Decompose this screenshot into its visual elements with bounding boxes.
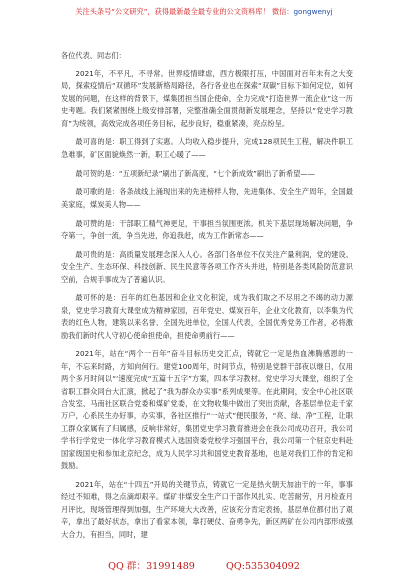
paragraph: 最可赞的是：干部职工精气神更足，干事担当氛围更浓。机关下基层现场解决问题，争夺第一，争创一流，争当先进，你追我赶，成为工作新常态—— xyxy=(61,218,353,241)
document-body xyxy=(61,50,353,550)
qq-group-number: QQ 群：31991489 xyxy=(108,561,195,572)
qq-contact-number: QQ:535304092 xyxy=(225,561,300,572)
banner-wechat-id[interactable]: gongwenyj xyxy=(293,7,333,16)
paragraph: 最可贵的是：高质量发展理念深入人心。各部门各单位不仅关注产量利润，党的建设、安全生产、生态环保、科技创新、民生民意等各项工作齐头并进，特别是各类风险防范意识空前，合规手事成为了普遍认识。 xyxy=(61,249,353,284)
paragraph: 最可怀的是：百年的红色基因和企业文化积淀，成为我们取之不尽用之不竭的动力源泉，党史学习教育大课堂成为精神家园，百年党史、煤炭百年，企业文化教育，以李集为代表的红色人物，建筑以来名誉、全国先进单位，全国人代表，全国优秀党务工作者，必将激励我们新时代人守初心使命担使命，担使命勇前行—— xyxy=(61,293,353,340)
banner-text: 关注头条号“公文研究”，获得最新最全最专业的公文资料库！ 微信： xyxy=(75,7,294,16)
paragraph: 2021年，不平凡，不寻常。世界疫情肆虐，西方极限打压，中国面对百年未有之大变局，探索疫情后“双循环”发展新格局路径，各行各业也在探索“双碳”目标下如何定位，如何发展的问题，在这样的背景下，煤集团担当国企使命，全力完成“打造世界一流企业”这一历史考题。我们紧紧围绕上级安排部署，完整准确全面贯彻新发展理念，坚持以“党史学习教育”为统领，高效完成各项任务目标，起步良好，稳重紧凑，亮点纷呈。 xyxy=(61,69,353,128)
paragraph: 最可歌的是：各条战线上涌现出来的先进榜样人物，先进集体、安全生产周年，全国最美家庭，煤炭美人物—— xyxy=(61,187,353,209)
paragraph: 2021年，站在“两个一百年”奋斗目标历史交汇点，铸就它一定是热血沸腾感恩的一年，不忘来时路，方知向何行。建党100周年，时间节点，特别是党群干部夜以继日，仅用两个多月时间以“‘速度完成“五篇十五字”方案，四本学习教材。党史学习大课堂，组织了全省职工群众同台大汇演，掀起了“我为群众办实事”系列成果等。在此期间，安全中心社区联合发室、马南社区联合党委和煤矿党委，在文物收集中做出了突出贡献，各基层单位走千家万户，心系民生办好事，办实事，各社区推行“一站式”便民服务，“亮、绿、净”工程，让职工群众家属有了归属感，反响非常好，集团党史学习教育推进会在我公司成功召开，我公司学书行学党史一体化学习教育模式入选国资委党校学习强国平台，我公司第一个驻京史料赴国家级国史和参加北京纪念，成为人民学习共和国党史教育基地，也是对我们工作的肯定和鼓励。 xyxy=(61,349,353,471)
paragraph: 最可贺的是：“五项新纪录”刷出了新高度，“七个新成效”刷出了新希望—— xyxy=(75,168,315,178)
salutation: 各位代表、同志们： xyxy=(61,51,126,60)
footer-contact xyxy=(0,559,408,575)
paragraph: 2021年，站在“十四五”开局的关键节点，铸就它一定是热火朝天加油干的一年，事事经过不知难，得之点滴却艰辛。煤矿非煤安全生产口干部作风扎实、吃苦耐劳，月月检查月月评比，现场管理得到加强，生产环境大大改善，应该充分肯定表扬，基层单位都付出了艰辛，拿出了最好状态，拿出了看家本领，靠打硬仗、奋勇争先，新区两矿在公司内部形成强大合力，有担当，同时，建 xyxy=(61,479,353,539)
paragraph: 最可喜的是：职工得到了实惠。人均收入稳步提升，完成128项民生工程，解决件职工急难事，矿区面貌焕然一新，职工心暖了—— xyxy=(61,137,353,159)
top-banner xyxy=(0,3,408,21)
